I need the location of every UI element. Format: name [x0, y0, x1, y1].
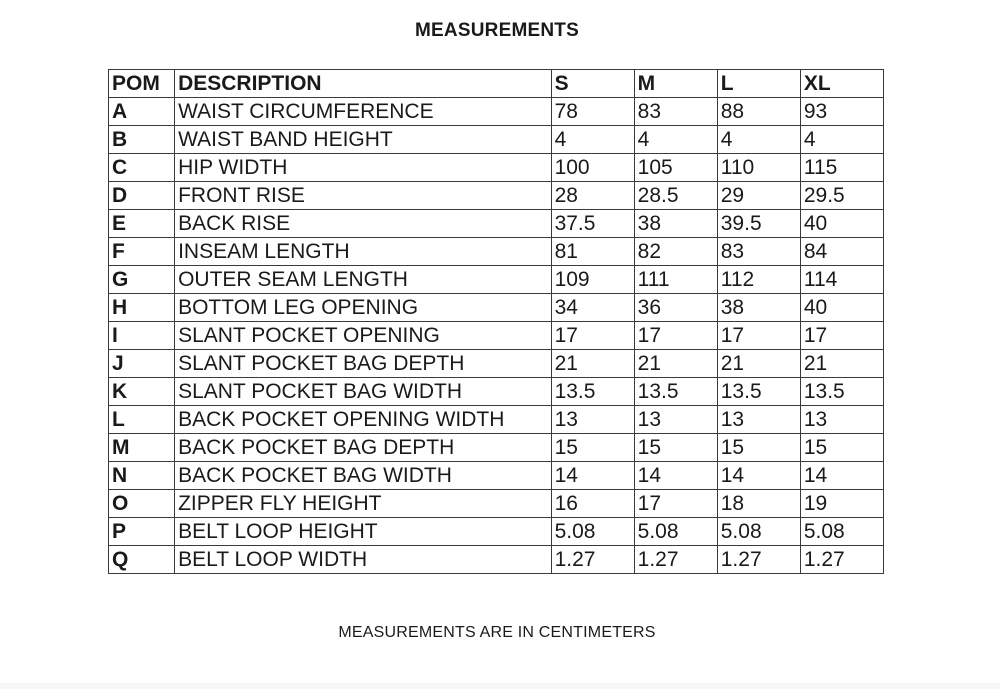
header-size-xl: XL [800, 70, 883, 98]
size-m-cell: 1.27 [634, 546, 717, 574]
pom-code-cell: C [109, 154, 175, 182]
pom-code-cell: B [109, 126, 175, 154]
table-row [109, 182, 884, 210]
size-xl-cell: 4 [800, 126, 883, 154]
size-xl-cell: 93 [800, 98, 883, 126]
table-row [109, 462, 884, 490]
header-pom: POM [109, 70, 175, 98]
size-s-cell: 13 [551, 406, 634, 434]
size-xl-cell: 14 [800, 462, 883, 490]
description-cell: BELT LOOP HEIGHT [175, 518, 551, 546]
table-row [109, 490, 884, 518]
size-l-cell: 13 [717, 406, 800, 434]
size-xl-cell: 115 [800, 154, 883, 182]
size-l-cell: 5.08 [717, 518, 800, 546]
table-row [109, 322, 884, 350]
table-row [109, 266, 884, 294]
size-m-cell: 36 [634, 294, 717, 322]
size-s-cell: 14 [551, 462, 634, 490]
size-l-cell: 83 [717, 238, 800, 266]
size-m-cell: 13 [634, 406, 717, 434]
size-m-cell: 5.08 [634, 518, 717, 546]
size-s-cell: 13.5 [551, 378, 634, 406]
table-row [109, 406, 884, 434]
size-l-cell: 39.5 [717, 210, 800, 238]
bottom-divider [0, 683, 1000, 689]
size-s-cell: 16 [551, 490, 634, 518]
units-footnote: MEASUREMENTS ARE IN CENTIMETERS [338, 624, 656, 641]
size-m-cell: 21 [634, 350, 717, 378]
page-title: MEASUREMENTS [415, 20, 579, 41]
size-xl-cell: 1.27 [800, 546, 883, 574]
size-s-cell: 15 [551, 434, 634, 462]
table-row [109, 546, 884, 574]
size-m-cell: 14 [634, 462, 717, 490]
size-l-cell: 21 [717, 350, 800, 378]
size-xl-cell: 114 [800, 266, 883, 294]
size-m-cell: 13.5 [634, 378, 717, 406]
table-row [109, 434, 884, 462]
size-m-cell: 111 [634, 266, 717, 294]
size-s-cell: 17 [551, 322, 634, 350]
size-l-cell: 15 [717, 434, 800, 462]
size-l-cell: 88 [717, 98, 800, 126]
description-cell: WAIST BAND HEIGHT [175, 126, 551, 154]
table-body [109, 98, 884, 574]
size-l-cell: 13.5 [717, 378, 800, 406]
pom-code-cell: H [109, 294, 175, 322]
pom-code-cell: F [109, 238, 175, 266]
size-xl-cell: 21 [800, 350, 883, 378]
description-cell: BACK RISE [175, 210, 551, 238]
table-row [109, 238, 884, 266]
header-size-s: S [551, 70, 634, 98]
size-s-cell: 100 [551, 154, 634, 182]
size-s-cell: 81 [551, 238, 634, 266]
pom-code-cell: O [109, 490, 175, 518]
size-xl-cell: 13 [800, 406, 883, 434]
table-row [109, 210, 884, 238]
size-xl-cell: 13.5 [800, 378, 883, 406]
size-l-cell: 18 [717, 490, 800, 518]
size-xl-cell: 19 [800, 490, 883, 518]
size-xl-cell: 17 [800, 322, 883, 350]
pom-code-cell: A [109, 98, 175, 126]
description-cell: BELT LOOP WIDTH [175, 546, 551, 574]
description-cell: BOTTOM LEG OPENING [175, 294, 551, 322]
pom-code-cell: Q [109, 546, 175, 574]
size-s-cell: 5.08 [551, 518, 634, 546]
table-row [109, 518, 884, 546]
table-row [109, 98, 884, 126]
size-s-cell: 34 [551, 294, 634, 322]
size-l-cell: 14 [717, 462, 800, 490]
description-cell: BACK POCKET OPENING WIDTH [175, 406, 551, 434]
pom-code-cell: I [109, 322, 175, 350]
size-l-cell: 110 [717, 154, 800, 182]
description-cell: INSEAM LENGTH [175, 238, 551, 266]
table-row [109, 154, 884, 182]
size-s-cell: 37.5 [551, 210, 634, 238]
size-s-cell: 4 [551, 126, 634, 154]
pom-code-cell: E [109, 210, 175, 238]
header-size-l: L [717, 70, 800, 98]
header-description: DESCRIPTION [175, 70, 551, 98]
description-cell: HIP WIDTH [175, 154, 551, 182]
description-cell: BACK POCKET BAG WIDTH [175, 462, 551, 490]
size-m-cell: 38 [634, 210, 717, 238]
size-m-cell: 83 [634, 98, 717, 126]
size-s-cell: 1.27 [551, 546, 634, 574]
size-m-cell: 105 [634, 154, 717, 182]
size-m-cell: 17 [634, 322, 717, 350]
size-l-cell: 29 [717, 182, 800, 210]
pom-code-cell: M [109, 434, 175, 462]
size-l-cell: 1.27 [717, 546, 800, 574]
pom-code-cell: J [109, 350, 175, 378]
size-s-cell: 28 [551, 182, 634, 210]
description-cell: SLANT POCKET BAG DEPTH [175, 350, 551, 378]
size-m-cell: 82 [634, 238, 717, 266]
size-s-cell: 78 [551, 98, 634, 126]
description-cell: OUTER SEAM LENGTH [175, 266, 551, 294]
size-l-cell: 112 [717, 266, 800, 294]
size-m-cell: 17 [634, 490, 717, 518]
table-row [109, 126, 884, 154]
size-m-cell: 28.5 [634, 182, 717, 210]
table-row [109, 378, 884, 406]
size-xl-cell: 84 [800, 238, 883, 266]
size-l-cell: 17 [717, 322, 800, 350]
size-l-cell: 38 [717, 294, 800, 322]
table-row [109, 350, 884, 378]
pom-code-cell: N [109, 462, 175, 490]
size-m-cell: 15 [634, 434, 717, 462]
description-cell: WAIST CIRCUMFERENCE [175, 98, 551, 126]
description-cell: BACK POCKET BAG DEPTH [175, 434, 551, 462]
description-cell: FRONT RISE [175, 182, 551, 210]
description-cell: SLANT POCKET OPENING [175, 322, 551, 350]
pom-code-cell: L [109, 406, 175, 434]
size-xl-cell: 40 [800, 210, 883, 238]
size-xl-cell: 5.08 [800, 518, 883, 546]
size-s-cell: 109 [551, 266, 634, 294]
pom-code-cell: P [109, 518, 175, 546]
pom-code-cell: G [109, 266, 175, 294]
size-xl-cell: 29.5 [800, 182, 883, 210]
size-xl-cell: 40 [800, 294, 883, 322]
size-m-cell: 4 [634, 126, 717, 154]
size-l-cell: 4 [717, 126, 800, 154]
description-cell: SLANT POCKET BAG WIDTH [175, 378, 551, 406]
header-size-m: M [634, 70, 717, 98]
pom-code-cell: D [109, 182, 175, 210]
size-xl-cell: 15 [800, 434, 883, 462]
pom-code-cell: K [109, 378, 175, 406]
table-header-row [109, 70, 884, 98]
size-s-cell: 21 [551, 350, 634, 378]
table-row [109, 294, 884, 322]
description-cell: ZIPPER FLY HEIGHT [175, 490, 551, 518]
measurements-table [108, 69, 884, 574]
